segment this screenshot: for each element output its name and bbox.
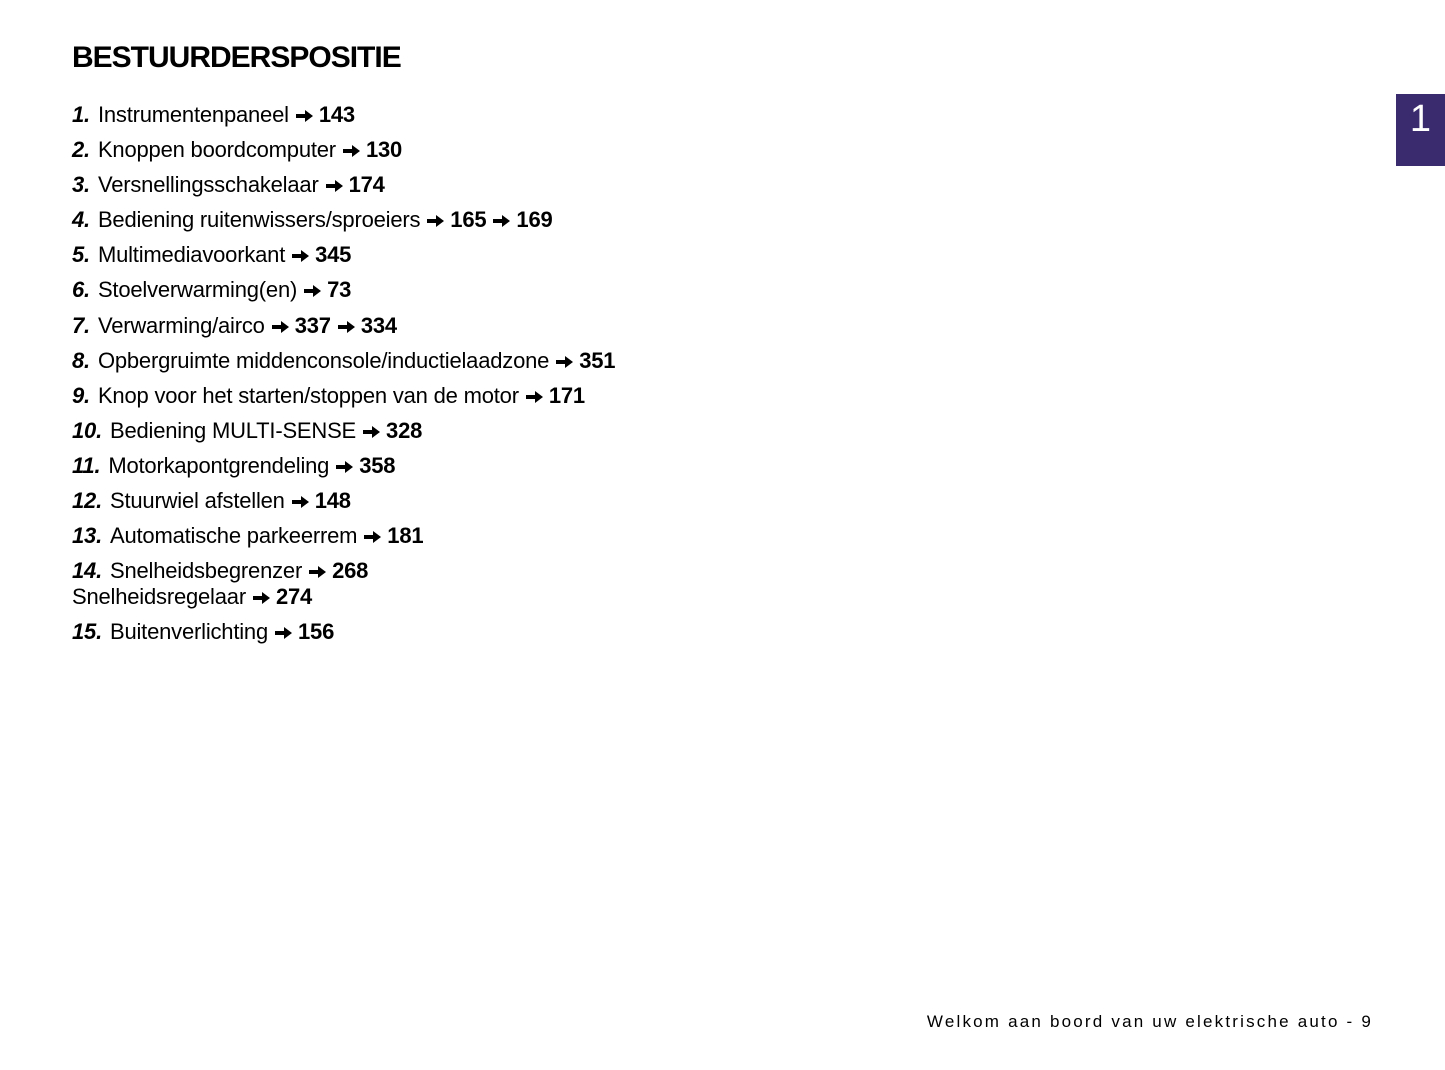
item-label: Snelheidsbegrenzer [109, 558, 303, 584]
list-item [72, 378, 615, 413]
page-footer: Welkom aan boord van uw elektrische auto - 9 [926, 1012, 1373, 1031]
list-item-line [72, 453, 395, 478]
list-item [72, 272, 615, 307]
list-item [72, 553, 615, 614]
list-item-line [72, 207, 553, 232]
item-label: Stoelverwarming(en) [97, 277, 298, 303]
page-reference: 328 [386, 417, 423, 443]
page-reference: 171 [548, 382, 585, 408]
arrow-right-icon [343, 133, 361, 147]
arrow-right-icon [364, 519, 382, 533]
list-item-line [72, 619, 334, 644]
list-item [72, 614, 615, 649]
arrow-right-icon [363, 414, 381, 428]
item-label: Multimediavoorkant [97, 242, 286, 268]
list-item-line [72, 172, 385, 197]
arrow-right-icon [336, 449, 354, 463]
item-list [72, 97, 615, 649]
page-title: BESTUURDERSPOSITIE [72, 41, 401, 74]
arrow-right-icon [493, 203, 511, 217]
item-number: 15. [72, 619, 102, 645]
item-number: 5. [72, 242, 90, 268]
item-number: 13. [72, 523, 102, 549]
item-label: Verwarming/airco [97, 312, 265, 338]
list-item-line [72, 584, 615, 610]
item-number: 10. [72, 417, 102, 443]
page-reference: 148 [314, 488, 351, 514]
item-label: Versnellingsschakelaar [97, 172, 319, 198]
list-item-line [72, 348, 615, 373]
item-label: Motorkapontgrendeling [108, 452, 330, 478]
item-label: Snelheidsregelaar [72, 584, 246, 610]
arrow-right-icon [292, 484, 310, 498]
list-item-line [72, 523, 423, 548]
list-item [72, 132, 615, 167]
item-label: Buitenverlichting [109, 619, 269, 645]
item-label: Stuurwiel afstellen [109, 488, 285, 514]
list-item [72, 448, 615, 483]
arrow-right-icon [272, 309, 290, 323]
page-reference: 181 [387, 523, 424, 549]
list-item [72, 518, 615, 553]
item-number: 8. [72, 347, 90, 373]
page-reference: 351 [579, 347, 616, 373]
list-item-line [72, 242, 351, 267]
page-reference: 268 [332, 558, 369, 584]
list-item [72, 343, 615, 378]
list-item [72, 97, 615, 132]
page-reference: 73 [327, 277, 352, 303]
arrow-right-icon [296, 98, 314, 112]
list-item-line [72, 488, 351, 513]
page-reference: 337 [294, 312, 331, 338]
page-reference: 358 [359, 452, 396, 478]
item-number: 1. [72, 102, 90, 127]
list-item-line [72, 313, 397, 338]
page-reference: 345 [315, 242, 352, 268]
list-item-line [72, 383, 585, 408]
item-label: Bediening ruitenwissers/sproeiers [97, 207, 421, 233]
list-item [72, 413, 615, 448]
page-reference: 156 [298, 619, 335, 645]
item-number: 11. [72, 452, 101, 478]
item-number: 2. [72, 137, 90, 163]
list-item [72, 202, 615, 237]
item-label: Bediening MULTI-SENSE [109, 417, 357, 443]
page-reference: 274 [275, 584, 313, 610]
page-reference: 174 [348, 172, 385, 198]
item-label: Knoppen boordcomputer [97, 137, 336, 163]
arrow-right-icon [326, 168, 344, 182]
chapter-tab: 1 [1396, 94, 1445, 166]
item-number: 4. [72, 207, 90, 233]
item-number: 7. [72, 312, 90, 338]
arrow-right-icon [338, 309, 356, 323]
list-item [72, 308, 615, 343]
arrow-right-icon [556, 344, 574, 358]
list-item [72, 167, 615, 202]
list-item-line [72, 102, 355, 127]
item-number: 12. [72, 488, 102, 514]
arrow-right-icon [427, 203, 445, 217]
arrow-right-icon [304, 273, 322, 287]
item-number: 3. [72, 172, 90, 198]
arrow-right-icon [253, 585, 271, 599]
item-number: 9. [72, 382, 90, 408]
list-item-line [72, 418, 422, 443]
item-label: Instrumentenpaneel [97, 102, 289, 127]
arrow-right-icon [292, 238, 310, 252]
page-reference: 165 [450, 207, 487, 233]
page-reference: 130 [365, 137, 403, 163]
page-reference: 143 [318, 102, 355, 127]
arrow-right-icon [275, 615, 293, 629]
list-item [72, 237, 615, 272]
list-item [72, 483, 615, 518]
arrow-right-icon [309, 559, 327, 573]
page-reference: 169 [516, 207, 553, 233]
item-number: 6. [72, 277, 90, 303]
arrow-right-icon [526, 379, 544, 393]
item-label: Opbergruimte middenconsole/inductielaadzone [97, 347, 550, 373]
page-reference: 334 [360, 312, 397, 338]
item-label: Knop voor het starten/stoppen van de motor [97, 382, 519, 408]
item-label: Automatische parkeerrem [109, 523, 358, 549]
list-item-line [72, 277, 351, 302]
list-item-line [72, 558, 615, 584]
item-number: 14. [72, 558, 102, 584]
list-item-line [72, 137, 402, 162]
